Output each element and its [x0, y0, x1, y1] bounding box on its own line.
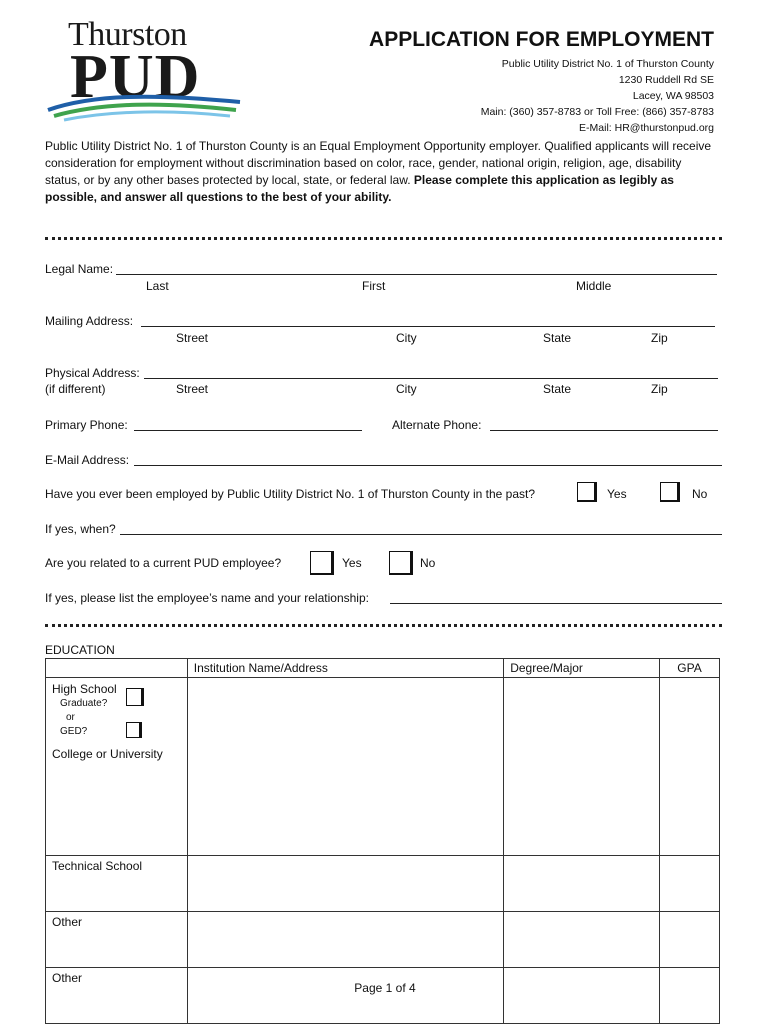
other2-gpa-cell[interactable] [660, 968, 720, 1024]
high-school-degree-cell[interactable] [504, 678, 660, 856]
alternate-phone-label: Alternate Phone: [392, 418, 482, 432]
related-yes-label: Yes [342, 556, 362, 570]
address-line: Public Utility District No. 1 of Thurston County [501, 58, 714, 70]
or-label: or [66, 712, 75, 723]
education-heading: EDUCATION [45, 643, 115, 657]
education-table [45, 658, 720, 1024]
row-label-college: College or University [52, 746, 163, 761]
address-line: E-Mail: HR@thurstonpud.org [579, 122, 714, 134]
physical-address-label: Physical Address: [45, 366, 140, 380]
employed-no-checkbox[interactable] [660, 482, 680, 502]
ged-checkbox[interactable] [126, 722, 142, 738]
column-header-institution: Institution Name/Address [187, 659, 503, 678]
technical-institution-cell[interactable] [187, 856, 503, 912]
sub-label-city: City [396, 331, 417, 345]
if-yes-list-label: If yes, please list the employee’s name and your relationship: [45, 591, 369, 605]
address-line: 1230 Ruddell Rd SE [618, 74, 714, 86]
row-label-high-school [46, 678, 188, 744]
address-line: Lacey, WA 98503 [632, 90, 714, 102]
high-school-gpa-cell[interactable] [660, 678, 720, 856]
other-institution-cell[interactable] [187, 912, 503, 968]
if-yes-when-field[interactable] [120, 534, 722, 535]
email-field[interactable] [134, 465, 722, 466]
employed-before-question: Have you ever been employed by Public Utility District No. 1 of Thurston County in the past? [45, 487, 536, 501]
alternate-phone-field[interactable] [490, 430, 718, 431]
legal-name-field[interactable] [116, 274, 717, 275]
row-label-other: Other [52, 971, 83, 985]
column-header-degree: Degree/Major [504, 659, 660, 678]
employed-yes-checkbox[interactable] [577, 482, 597, 502]
legal-name-label: Legal Name: [45, 262, 114, 276]
technical-degree-cell[interactable] [504, 856, 660, 912]
other2-degree-cell[interactable] [504, 968, 660, 1024]
primary-phone-field[interactable] [134, 430, 362, 431]
sub-label-last: Last [146, 279, 169, 293]
sub-label-middle: Middle [576, 279, 612, 293]
address-line: Main: (360) 357-8783 or Toll Free: (866) 357-8783 [480, 106, 714, 118]
other-gpa-cell[interactable] [660, 912, 720, 968]
eeo-text: Public Utility District No. 1 of Thurston County is an Equal Employment Opportunity employer. Qualified applicants will receive consideration for employment without discrimination based on color, race, gender, national origin, religion, age, disability status, or by any other bases protected by local, state, or federal law. [45, 139, 712, 187]
page-title: APPLICATION FOR EMPLOYMENT [369, 28, 714, 51]
table-header-empty [46, 659, 188, 678]
employed-yes-label: Yes [607, 487, 627, 501]
related-yes-checkbox[interactable] [310, 551, 334, 575]
sub-label-street: Street [176, 382, 209, 396]
other-degree-cell[interactable] [504, 912, 660, 968]
graduate-label: Graduate? [60, 698, 108, 709]
sub-label-zip: Zip [651, 382, 668, 396]
sub-label-street: Street [176, 331, 209, 345]
eeo-statement [45, 138, 715, 206]
page-number: Page 1 of 4 [354, 981, 416, 995]
related-no-label: No [420, 556, 436, 570]
sub-label-state: State [543, 331, 572, 345]
graduate-checkbox[interactable] [126, 688, 144, 706]
column-header-gpa: GPA [660, 659, 720, 678]
if-yes-when-label: If yes, when? [45, 522, 116, 536]
physical-address-field[interactable] [144, 378, 718, 379]
row-label-other: Other [52, 915, 83, 929]
table-row [46, 912, 188, 968]
primary-phone-label: Primary Phone: [45, 418, 128, 432]
logo-thurston-text: Thurston [68, 16, 187, 53]
sub-label-state: State [543, 382, 572, 396]
mailing-address-label: Mailing Address: [45, 314, 134, 328]
dotted-divider [45, 624, 722, 627]
related-question: Are you related to a current PUD employee? [45, 556, 282, 570]
row-label-technical: Technical School [52, 859, 143, 873]
sub-label-zip: Zip [651, 331, 668, 345]
physical-address-note: (if different) [45, 382, 106, 396]
logo-pud-text: PUD [70, 43, 201, 111]
sub-label-city: City [396, 382, 417, 396]
technical-gpa-cell[interactable] [660, 856, 720, 912]
related-no-checkbox[interactable] [389, 551, 413, 575]
high-school-label: High School [52, 682, 117, 696]
mailing-address-field[interactable] [141, 326, 715, 327]
eeo-instruction: Please complete this application as legibly as possible, and answer all questions to the best of your ability. [45, 173, 674, 204]
table-row [46, 744, 188, 856]
table-row [46, 856, 188, 912]
ged-label: GED? [60, 726, 88, 737]
sub-label-first: First [362, 279, 386, 293]
dotted-divider [45, 237, 722, 240]
other2-institution-cell[interactable] [187, 968, 503, 1024]
email-label: E-Mail Address: [45, 453, 130, 467]
employed-no-label: No [692, 487, 708, 501]
high-school-institution-cell[interactable] [187, 678, 503, 856]
logo-swoosh-icon [44, 88, 244, 124]
table-row [46, 968, 188, 1024]
if-yes-list-field[interactable] [390, 603, 722, 604]
